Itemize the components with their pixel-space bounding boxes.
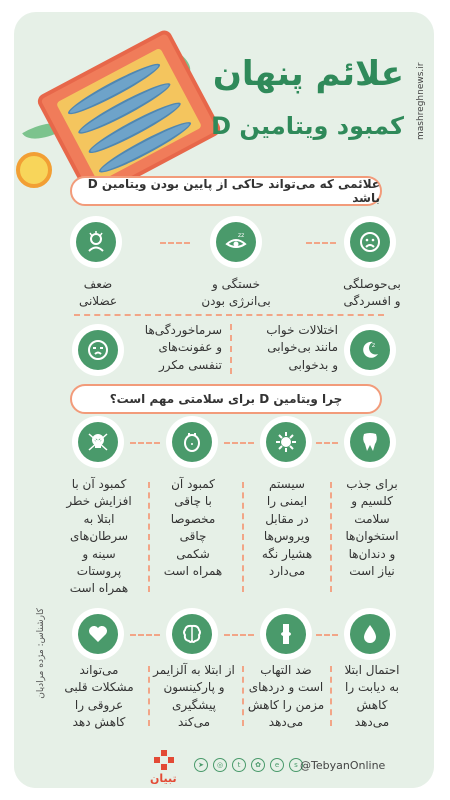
brain-icon: [172, 614, 212, 654]
benefit-label: می‌تواند مشکلات قلبی عروقی را کاهش دهد: [64, 663, 134, 730]
virus-icon: [266, 422, 306, 462]
divider: [148, 482, 150, 592]
twitter-icon[interactable]: t: [232, 758, 246, 772]
divider: [316, 442, 338, 444]
eitaa-icon[interactable]: e: [270, 758, 284, 772]
tooth-icon: [350, 422, 390, 462]
sad-face-icon: [350, 222, 390, 262]
benefit-icon-badge: [166, 608, 218, 660]
footer: [14, 740, 434, 788]
muscle-weak-icon: [76, 222, 116, 262]
divider: [224, 442, 254, 444]
benefit-icon-badge: [72, 608, 124, 660]
symptom-label: سرماخوردگی‌ها و عفونت‌های تنفسی مکرر: [144, 323, 222, 372]
benefit-icon-badge: [344, 416, 396, 468]
section-heading-text: علائمی که می‌تواند حاکی از پایین بودن ویتامین D باشد: [87, 177, 380, 205]
symptom-label: ضعف عضلانی: [78, 277, 118, 309]
symptom-icon-badge: [72, 324, 124, 376]
expert-credit: کارشناس: مژده مرادیان: [36, 608, 46, 699]
divider: [160, 242, 190, 244]
divider: [148, 666, 150, 726]
brand-name: تبیان: [150, 772, 177, 785]
divider: [242, 666, 244, 726]
telegram-icon[interactable]: ➤: [194, 758, 208, 772]
svg-text:z: z: [372, 342, 376, 349]
page-title: علائم پنهان: [212, 54, 404, 94]
moon-sleep-icon: [350, 330, 390, 370]
divider: [306, 242, 336, 244]
benefit-icon-badge: [166, 416, 218, 468]
symptom-icon-badge: [344, 324, 396, 376]
benefit-label: از ابتلا به آلزایمر و پارکینسون پیشگیری می‌کند: [153, 663, 235, 730]
benefit-label: ضد التهاب است و دردهای مزمن را کاهش می‌دهد: [247, 663, 325, 730]
benefit-label: برای جذب کلسیم و سلامت استخوان‌ها و دندان‌ها نیاز است: [345, 477, 399, 578]
symptom-label: خستگی و بی‌انرژی بودن: [201, 277, 271, 309]
benefit-icon-badge: [344, 608, 396, 660]
lemon-slice-icon: [16, 152, 52, 188]
section-heading-importance: [70, 384, 382, 414]
symptom-icon-badge: [344, 216, 396, 268]
sneeze-icon: [78, 330, 118, 370]
tebyan-logo-icon: [154, 750, 174, 770]
divider: [130, 442, 160, 444]
social-handle[interactable]: @TebyanOnline: [300, 759, 386, 772]
knee-joint-icon: [266, 614, 306, 654]
divider: [242, 482, 244, 592]
divider: [330, 482, 332, 592]
aparat-icon[interactable]: ✿: [251, 758, 265, 772]
benefit-icon-badge: [260, 608, 312, 660]
symptom-icon-badge: [210, 216, 262, 268]
divider: [130, 634, 160, 636]
benefit-label: سیستم ایمنی را در مقابل ویروس‌ها هشیار نگه می‌دارد: [261, 477, 313, 578]
blood-drop-icon: [350, 614, 390, 654]
benefit-label: احتمال ابتلا به دیابت را کاهش می‌دهد: [344, 663, 400, 730]
page-subtitle: کمبود ویتامین D: [211, 112, 404, 140]
source-watermark: mashreghnews.ir: [416, 62, 426, 140]
social-links: [194, 758, 303, 772]
benefit-icon-badge: [260, 416, 312, 468]
benefit-label: کمبود آن با چاقی مخصوصا چاقی شکمی همراه است: [163, 477, 223, 578]
divider: [316, 634, 338, 636]
section-heading-symptoms: [70, 176, 382, 206]
section-heading-text: چرا ویتامین D برای سلامتی مهم است؟: [109, 392, 343, 406]
instagram-icon[interactable]: ◎: [213, 758, 227, 772]
benefit-label: کمبود آن با افزایش خطر ابتلا به سرطان‌های سینه و پروستات همراه است: [66, 477, 132, 596]
infographic-card: [14, 12, 434, 788]
hero-illustration: [14, 12, 434, 182]
divider: [330, 666, 332, 726]
sleepy-eye-icon: [216, 222, 256, 262]
svg-text:zz: zz: [238, 232, 245, 239]
divider: [224, 634, 254, 636]
symptom-icon-badge: [70, 216, 122, 268]
divider: [74, 314, 384, 316]
heart-icon: [78, 614, 118, 654]
symptom-label: اختلالات خواب مانند بی‌خوابی و بدخوابی: [266, 323, 338, 372]
cancer-skull-icon: [78, 422, 118, 462]
soroush-icon[interactable]: s: [289, 758, 303, 772]
divider: [230, 324, 232, 374]
belly-icon: [172, 422, 212, 462]
benefit-icon-badge: [72, 416, 124, 468]
symptom-label: بی‌حوصلگی و افسردگی: [343, 277, 401, 309]
